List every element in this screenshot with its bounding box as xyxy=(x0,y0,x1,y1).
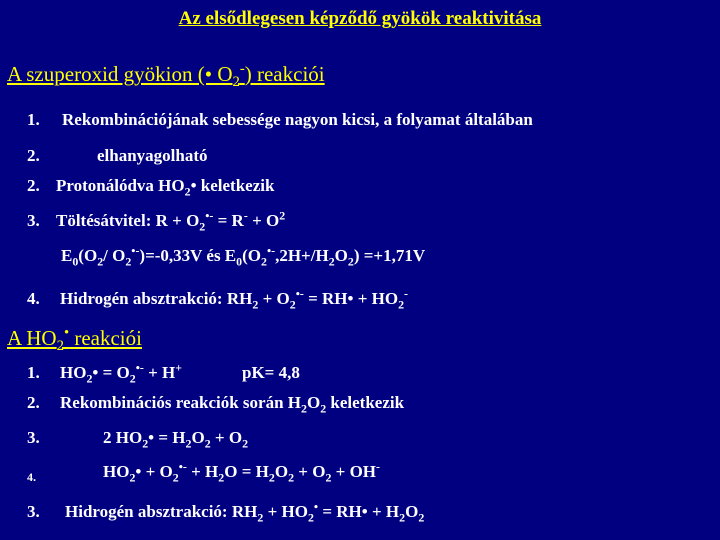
item-number: 4. xyxy=(27,470,36,484)
item-number: 2. xyxy=(27,393,40,412)
item-number: 3. xyxy=(27,428,40,447)
slide-title: Az elsődlegesen képződő gyökök reaktivitása xyxy=(178,8,542,29)
section2-heading: A $HO_2^•$ reakciói xyxy=(7,325,142,355)
item-number: 1. xyxy=(27,110,40,129)
pk-value: pK= 4,8 xyxy=(242,363,300,382)
list-item: Hidrogén absztrakció: $RH_2 + HO_2^•$ = RH• + $H_2O_2$ xyxy=(65,499,425,525)
item-number: 2. xyxy=(27,176,40,195)
item-number: 3. xyxy=(27,502,40,521)
item-number: 4. xyxy=(27,289,40,308)
list-item: Rekombinációjának sebessége nagyon kicsi, a folyamat általában xyxy=(62,110,533,129)
list-item: $HO_2• = O_2^{•-} + H^+$ xyxy=(60,360,183,386)
list-item: Rekombinációs reakciók során $H_2O_2$ keletkezik xyxy=(60,393,405,416)
list-item: Hidrogén absztrakció: $RH_2 + O_2^{•-}$ = RH• + $HO_2^-$ xyxy=(60,286,409,312)
list-item: $HO_2• + O_2^{•-} + H_2O = H_2O_2 + O_2 + OH^-$ xyxy=(103,459,380,485)
list-item: 2 $HO_2• = H_2O_2 + O_2$ xyxy=(103,428,249,451)
item-number: 1. xyxy=(27,363,40,382)
item-number: 2. xyxy=(27,146,40,165)
list-item: Protonálódva $HO_2•$ keletkezik xyxy=(56,176,275,199)
section1-heading: A szuperoxid gyökion (• $O_2^-$) reakciói xyxy=(7,61,325,91)
list-item: elhanyagolható xyxy=(97,146,208,165)
item-number: 3. xyxy=(27,211,40,230)
potential-line: $E_0(O_2/$ $O_2^{•-})=-0,33V$ és $E_0(O_2^{•-},2H+/H_2O_2) =+1,71V$ xyxy=(61,243,426,269)
list-item: Töltésátvitel: $R + O_2^{•-} = R^- + O^2$ xyxy=(56,208,286,234)
